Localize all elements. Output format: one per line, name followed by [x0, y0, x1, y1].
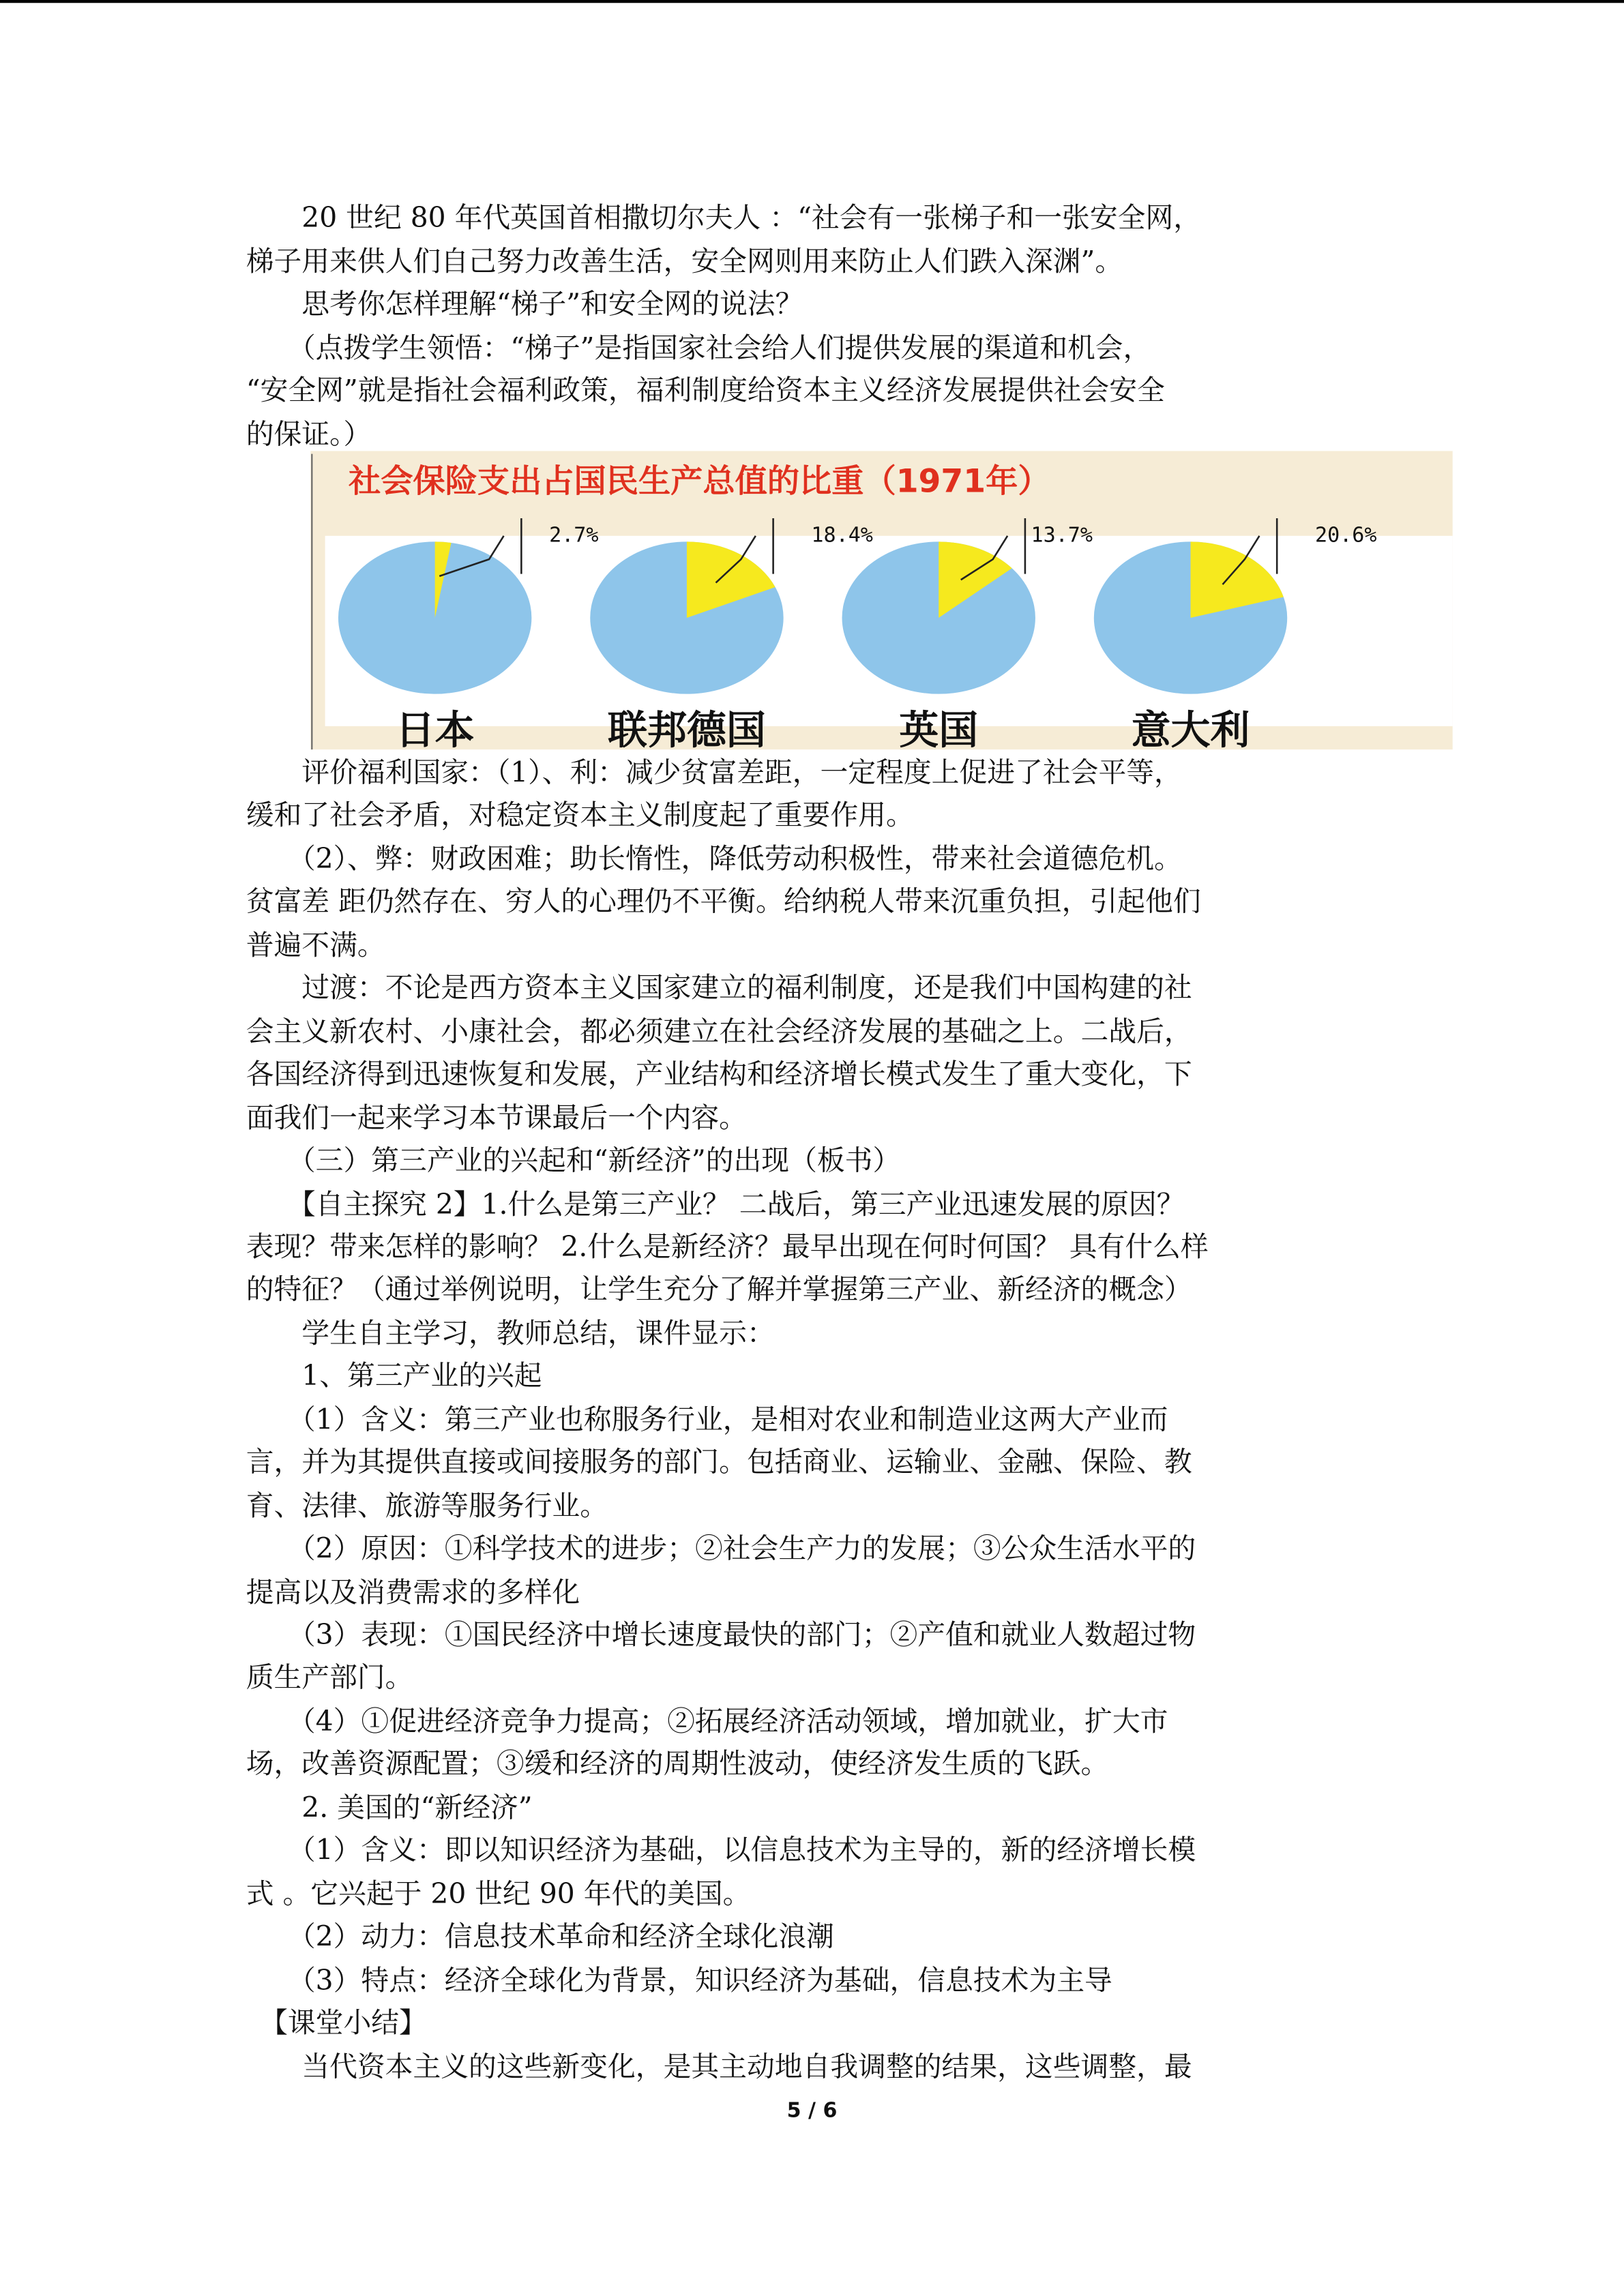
paragraph-line: 当代资本主义的这些新变化，是其主动地自我调整的结果，这些调整，最: [246, 2050, 1192, 2083]
paragraph-line: 2. 美国的“新经济”: [246, 1791, 533, 1824]
paragraph-line: （三）第三产业的兴起和“新经济”的出现（板书）: [246, 1145, 901, 1178]
paragraph-line: 学生自主学习，教师总结，课件显示：: [246, 1317, 775, 1350]
pie-value-label: 20.6%: [1315, 523, 1377, 548]
pie-value-label: 2.7%: [549, 523, 599, 548]
paragraph-line: 梯子用来供人们自己努力改善生活，安全网则用来防止人们跌入深渊”。: [246, 245, 1123, 278]
paragraph-line: 各国经济得到迅速恢复和发展，产业结构和经济增长模式发生了重大变化，下: [246, 1058, 1192, 1091]
paragraph-line: （3）表现：①国民经济中增长速度最快的部门；②产值和就业人数超过物: [246, 1619, 1196, 1652]
country-label: 英国: [899, 706, 979, 750]
paragraph-line: 质生产部门。: [246, 1662, 413, 1695]
country-label: 联邦德国: [608, 706, 766, 750]
paragraph-line: 评价福利国家：（1）、利：减少贫富差距，一定程度上促进了社会平等，: [246, 756, 1182, 790]
paragraph-line: 1、第三产业的兴起: [246, 1360, 542, 1393]
paragraph-line: 普遍不满。: [246, 929, 385, 962]
paragraph-line: 育、法律、旅游等服务行业。: [246, 1489, 608, 1523]
paragraph-line: （2）、弊：财政困难；助长惰性，降低劳动积极性，带来社会道德危机。: [246, 843, 1182, 876]
paragraph-line: 贫富差 距仍然存在、穷人的心理仍不平衡。给纳税人带来沉重负担，引起他们: [246, 886, 1201, 919]
chart-title: 社会保险支出占国民生产总值的比重（1971年）: [348, 462, 1050, 501]
pie-chart-figure: [310, 451, 1453, 749]
paragraph-line: 面我们一起来学习本节课最后一个内容。: [246, 1101, 748, 1135]
country-label: 日本: [395, 706, 475, 750]
paragraph-line: 思考你怎样理解“梯子”和安全网的说法？: [246, 288, 803, 321]
paragraph-line: 的保证。）: [246, 417, 372, 451]
paragraph-line: （3）特点：经济全球化为背景，知识经济为基础，信息技术为主导: [246, 1964, 1112, 1997]
page-number: 5 / 6: [786, 2099, 838, 2123]
paragraph-line: （1）含义：第三产业也称服务行业，是相对农业和制造业这两大产业而: [246, 1403, 1168, 1436]
paragraph-line: （1）含义：即以知识经济为基础，以信息技术为主导的，新的经济增长模: [246, 1834, 1196, 1867]
paragraph-line: 式 。它兴起于 20 世纪 90 年代的美国。: [246, 1877, 751, 1911]
paragraph-line: 言，并为其提供直接或间接服务的部门。包括商业、运输业、金融、保险、教: [246, 1446, 1192, 1479]
paragraph-line: 过渡：不论是西方资本主义国家建立的福利制度，还是我们中国构建的社: [246, 972, 1192, 1005]
country-label: 意大利: [1131, 706, 1250, 750]
paragraph-line: 【自主探究 2】1.什么是第三产业？ 二战后，第三产业迅速发展的原因？: [246, 1188, 1185, 1221]
paragraph-line: “安全网”就是指社会福利政策，福利制度给资本主义经济发展提供社会安全: [246, 374, 1165, 407]
pie-value-label: 13.7%: [1031, 523, 1093, 548]
paragraph-line: 缓和了社会矛盾，对稳定资本主义制度起了重要作用。: [246, 800, 914, 833]
paragraph-line: （2）动力：信息技术革命和经济全球化浪潮: [246, 1921, 834, 1954]
paragraph-line: 【课堂小结】: [246, 2007, 427, 2040]
paragraph-line: 表现？带来怎样的影响？ 2.什么是新经济？最早出现在何时何国？ 具有什么样: [246, 1231, 1209, 1264]
paragraph-line: 场，改善资源配置；③缓和经济的周期性波动，使经济发生质的飞跃。: [246, 1748, 1109, 1781]
paragraph-line: （点拨学生领悟：“梯子”是指国家社会给人们提供发展的渠道和机会，: [246, 331, 1151, 364]
pie-value-label: 18.4%: [811, 523, 873, 548]
top-border: [0, 0, 1624, 3]
paragraph-line: 20 世纪 80 年代英国首相撒切尔夫人 ：“社会有一张梯子和一张安全网，: [246, 202, 1202, 235]
paragraph-line: 提高以及消费需求的多样化: [246, 1576, 580, 1609]
paragraph-line: （2）原因：①科学技术的进步；②社会生产力的发展；③公众生活水平的: [246, 1533, 1196, 1566]
paragraph-line: 的特征？（通过举例说明，让学生充分了解并掌握第三产业、新经济的概念）: [246, 1274, 1192, 1307]
paragraph-line: （4）①促进经济竞争力提高；②拓展经济活动领域，增加就业，扩大市: [246, 1705, 1168, 1738]
paragraph-line: 会主义新农村、小康社会，都必须建立在社会经济发展的基础之上。二战后，: [246, 1015, 1192, 1048]
